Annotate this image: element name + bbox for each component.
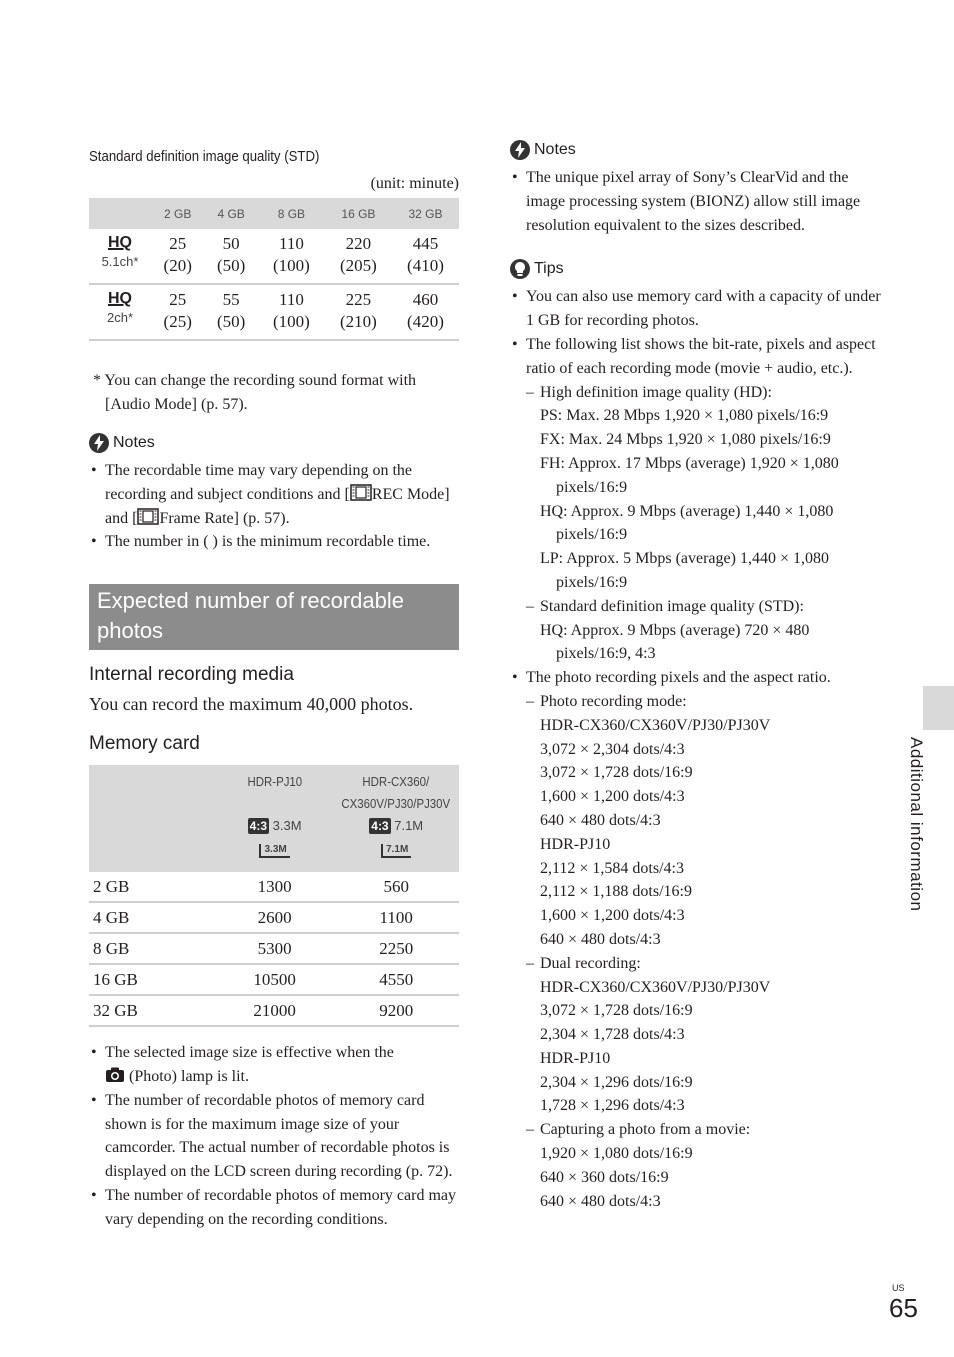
table-row: 16 GB 10500 4550 — [89, 964, 459, 995]
sub-list-item: – Capturing a photo from a movie: 1,920 × 1,080 dots/16:9 640 × 360 dots/16:9 640 × 480 dots/4:3 — [526, 1118, 885, 1213]
unit-label: (unit: minute) — [370, 175, 459, 192]
capture-lines: 1,920 × 1,080 dots/16:9 640 × 360 dots/16:9 640 × 480 dots/4:3 — [540, 1145, 693, 1210]
table-header-row — [89, 765, 459, 872]
list-item: • The selected image size is effective when the (Photo) lamp is lit. — [89, 1041, 459, 1089]
recording-mode-sublist — [526, 381, 885, 667]
sub-list-item: – High definition image quality (HD): PS: Max. 28 Mbps 1,920 × 1,080 pixels/16:9 FX: Max. 24 Mbps 1,920 × 1,080 pixels/16:9 FH: Approx. 17 Mbps (average) 1,920 × 1,080 pixels/16:9 HQ: Approx. 9 Mbps (average) 1,440 × 1,080 pixels/16:9 LP: Approx. 5 Mbps (average) 1,440 × 1,080 pixels/16:9 — [526, 381, 885, 595]
model-column-header: HDR-CX360/ CX360V/PJ30/PJ30V 4:3 7.1M 7.1M — [333, 765, 459, 872]
table-row: 8 GB 5300 2250 — [89, 933, 459, 964]
right-column — [510, 140, 885, 1213]
list-item: • You can also use memory card with a capacity of under 1 GB for recording photos. — [510, 285, 885, 333]
sub-list-item: – Dual recording: HDR-CX360/CX360V/PJ30/PJ30V 3,072 × 1,728 dots/16:9 2,304 × 1,728 dots/4:3 HDR-PJ10 2,304 × 1,296 dots/16:9 1,728 × 1,296 dots/4:3 — [526, 952, 885, 1119]
table-cell: 25 (25) — [151, 284, 204, 340]
tips-list — [510, 285, 885, 1213]
internal-media-heading: Internal recording media — [89, 664, 294, 686]
table-row: 2 GB 1300 560 — [89, 872, 459, 902]
internal-media-text: You can record the maximum 40,000 photos. — [89, 694, 414, 715]
hq-mode-icon: HQ — [108, 234, 132, 251]
list-item: • The number of recordable photos of memory card shown is for the maximum image size of your camcorder. The actual number of recordable photos is displayed on the LCD screen during recording (p. 72). — [89, 1089, 459, 1184]
table-cell: 110 (100) — [258, 229, 325, 284]
image-size-icon: 7.1M — [381, 844, 411, 858]
std-table-title: Standard definition image quality (STD) — [89, 148, 320, 165]
list-item: • The recordable time may vary depending on the recording and subject conditions and [ REC Mode] and [ Frame Rate] (p. 57). — [89, 459, 459, 530]
audio-format: 2ch* — [106, 310, 134, 325]
table-header-row — [89, 198, 459, 229]
table-cell: 55 (50) — [204, 284, 257, 340]
column-header: 16 GB — [325, 198, 392, 229]
film-icon — [137, 508, 159, 525]
photo-mode-lines: HDR-CX360/CX360V/PJ30/PJ30V 3,072 × 2,304 dots/4:3 3,072 × 1,728 dots/16:9 1,600 × 1,200 dots/4:3 640 × 480 dots/4:3 HDR-PJ10 2,112 × 1,584 dots/4:3 2,112 × 1,188 dots/16:9 1,600 × 1,200 dots/4:3 640 × 480 dots/4:3 — [540, 716, 771, 948]
hd-spec-lines: PS: Max. 28 Mbps 1,920 × 1,080 pixels/16:9 FX: Max. 24 Mbps 1,920 × 1,080 pixels/16:9 FH: Approx. 17 Mbps (average) 1,920 × 1,080 pixels/16:9 HQ: Approx. 9 Mbps (average) 1,440 × 1,080 pixels/16:9 LP: Approx. 5 Mbps (average) 1,440 × 1,080 pixels/16:9 — [540, 407, 839, 591]
audio-format: 5.1ch* — [101, 254, 139, 269]
notes-label: Notes — [534, 141, 576, 158]
table-cell: 225 (210) — [325, 284, 392, 340]
table-row — [89, 284, 459, 340]
list-item: • The number of recordable photos of memory card may vary depending on the recording conditions. — [89, 1184, 459, 1232]
table-cell: 445 (410) — [392, 229, 459, 284]
tips-heading — [510, 259, 885, 279]
section-side-label: Additional information — [907, 737, 926, 912]
notes-heading — [510, 140, 885, 160]
list-item: • The photo recording pixels and the aspect ratio. – Photo recording mode: HDR-CX360/CX360V/PJ30/PJ30V 3,072 × 2,304 dots/4:3 3,072 × 1,728 dots/16:9 1,600 × 1,200 dots/4:3 640 × 480 dots/4:3 HDR-PJ10 2,112 × 1,584 dots/4:3 2,112 × 1,188 dots/16:9 1,600 × 1,200 dots/4:3 640 × 480 dots/4:3 – Dual recording: HDR-CX360/CX360V/PJ30/PJ30V 3,072 × 1,728 dots/16:9 2,304 × 1,728 dots/4:3 HDR-PJ10 2,304 × 1,296 dots/16:9 1,728 × 1,296 dots/4:3 – Capturing a photo from a movie: 1,920 × 1,080 dots/16:9 640 × 360 dots/16:9 640 × 480 dots/4:3 — [510, 666, 885, 1213]
mode-cell — [89, 229, 151, 284]
sub-list-item: – Standard definition image quality (STD): HQ: Approx. 9 Mbps (average) 720 × 480 pixels/16:9, 4:3 — [526, 595, 885, 666]
aspect-4-3-icon: 4:3 — [371, 819, 389, 834]
film-icon — [350, 484, 372, 501]
dual-recording-lines: HDR-CX360/CX360V/PJ30/PJ30V 3,072 × 1,728 dots/16:9 2,304 × 1,728 dots/4:3 HDR-PJ10 2,304 × 1,296 dots/16:9 1,728 × 1,296 dots/4:3 — [540, 978, 771, 1115]
table-cell: 110 (100) — [258, 284, 325, 340]
std-spec-lines: HQ: Approx. 9 Mbps (average) 720 × 480 pixels/16:9, 4:3 — [540, 621, 810, 663]
column-header: 32 GB — [392, 198, 459, 229]
table-row: 32 GB 21000 9200 — [89, 995, 459, 1026]
notes-list — [510, 166, 885, 237]
table-row: 4 GB 2600 1100 — [89, 902, 459, 933]
section-title: Expected number of recordable photos — [89, 584, 459, 650]
notes-lightning-icon — [510, 140, 530, 160]
list-item: • The unique pixel array of Sony’s ClearVid and the image processing system (BIONZ) allow still image resolution equivalent to the sizes described. — [510, 166, 885, 237]
std-recording-time-table — [89, 198, 459, 341]
camera-icon — [105, 1067, 125, 1083]
hq-mode-icon: HQ — [108, 290, 132, 307]
page-region: US — [892, 1283, 905, 1293]
notes-heading — [89, 433, 459, 453]
table-cell: 220 (205) — [325, 229, 392, 284]
column-header: 4 GB — [204, 198, 257, 229]
column-header: 2 GB — [151, 198, 204, 229]
memory-card-notes — [89, 1041, 459, 1231]
image-size-icon: 3.3M — [259, 844, 289, 858]
footnote: * You can change the recording sound format with [Audio Mode] (p. 57). — [93, 372, 417, 413]
left-column — [89, 140, 459, 1232]
mode-cell — [89, 284, 151, 340]
page-number: 65 — [889, 1293, 918, 1323]
table-cell: 25 (20) — [151, 229, 204, 284]
tips-lightbulb-icon — [510, 259, 530, 279]
section-side-tab — [923, 686, 954, 730]
table-cell: 50 (50) — [204, 229, 257, 284]
list-item: • The number in ( ) is the minimum recordable time. — [89, 530, 459, 554]
column-header: 8 GB — [258, 198, 325, 229]
model-column-header: HDR-PJ10 4:3 3.3M 3.3M — [216, 765, 334, 872]
notes-lightning-icon — [89, 433, 109, 453]
notes-list — [89, 459, 459, 554]
memory-card-table — [89, 765, 459, 1027]
photo-pixels-sublist — [526, 690, 885, 1214]
notes-label: Notes — [113, 434, 155, 451]
table-row — [89, 229, 459, 284]
memory-card-heading: Memory card — [89, 733, 200, 755]
tips-label: Tips — [534, 260, 564, 278]
table-cell: 460 (420) — [392, 284, 459, 340]
sub-list-item: – Photo recording mode: HDR-CX360/CX360V/PJ30/PJ30V 3,072 × 2,304 dots/4:3 3,072 × 1,728 dots/16:9 1,600 × 1,200 dots/4:3 640 × 480 dots/4:3 HDR-PJ10 2,112 × 1,584 dots/4:3 2,112 × 1,188 dots/16:9 1,600 × 1,200 dots/4:3 640 × 480 dots/4:3 — [526, 690, 885, 952]
aspect-4-3-icon: 4:3 — [249, 819, 268, 834]
list-item: • The following list shows the bit-rate, pixels and aspect ratio of each recording mode (movie + audio, etc.). – High definition image quality (HD): PS: Max. 28 Mbps 1,920 × 1,080 pixels/16:9 FX: Max. 24 Mbps 1,920 × 1,080 pixels/16:9 FH: Approx. 17 Mbps (average) 1,920 × 1,080 pixels/16:9 HQ: Approx. 9 Mbps (average) 1,440 × 1,080 pixels/16:9 LP: Approx. 5 Mbps (average) 1,440 × 1,080 pixels/16:9 – Standard definition image quality (STD): HQ: Approx. 9 Mbps (average) 720 × 480 pixels/16:9, 4:3 — [510, 333, 885, 666]
